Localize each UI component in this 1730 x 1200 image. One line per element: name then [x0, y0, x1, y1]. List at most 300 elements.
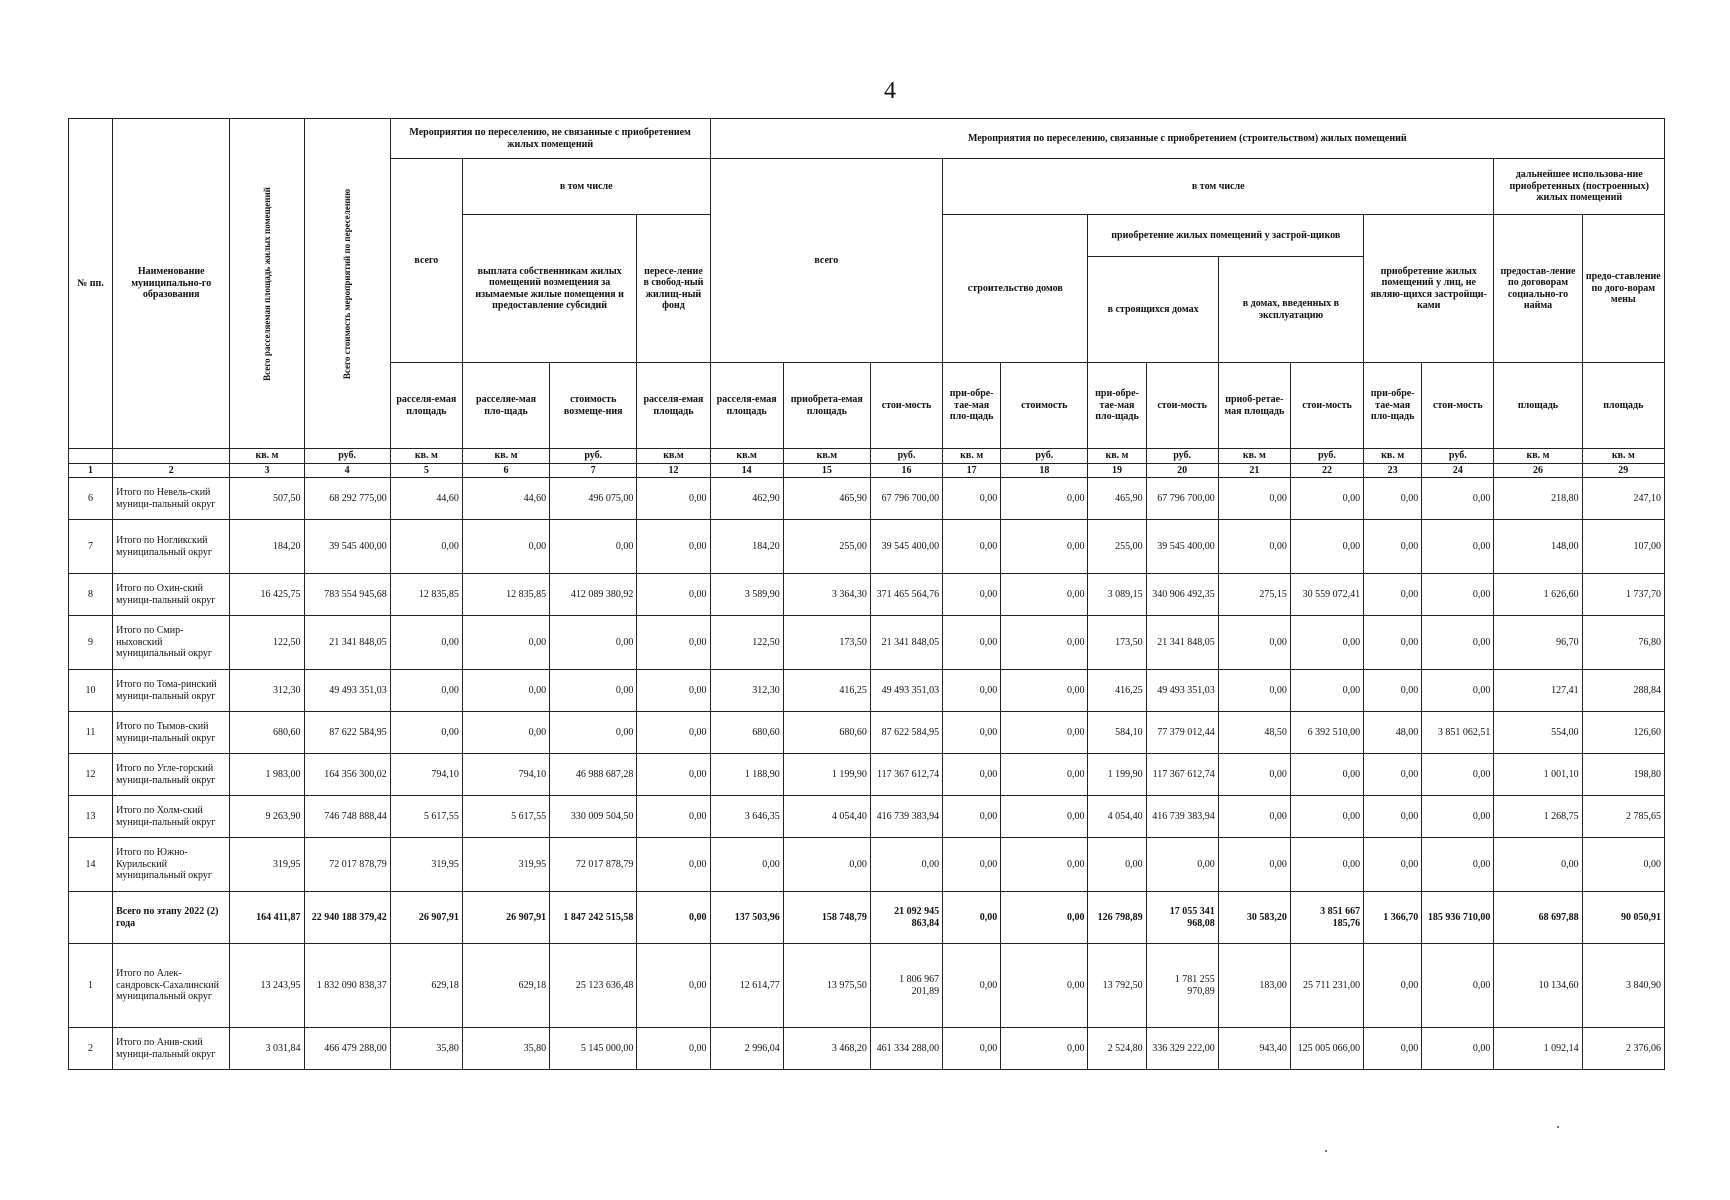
value-cell: 0,00 [1218, 838, 1290, 892]
value-cell: 25 123 636,48 [550, 944, 637, 1028]
value-cell: 16 425,75 [230, 574, 304, 616]
value-cell: 10 134,60 [1494, 944, 1582, 1028]
value-cell: 0,00 [1001, 574, 1088, 616]
value-cell: 0,00 [637, 754, 710, 796]
table-row [69, 616, 1665, 670]
municipality-name: Итого по Холм-ский муници-пальный округ [113, 796, 230, 838]
table-row [69, 520, 1665, 574]
municipality-name: Итого по Южно-Курильский муниципальный округ [113, 838, 230, 892]
value-cell: 158 748,79 [783, 892, 870, 944]
value-cell: 0,00 [550, 712, 637, 754]
value-cell: 1 366,70 [1364, 892, 1422, 944]
column-number: 12 [637, 463, 710, 478]
unit-cell: кв. м [1088, 449, 1146, 464]
row-number: 9 [69, 616, 113, 670]
column-number: 22 [1290, 463, 1363, 478]
value-cell: 67 796 700,00 [870, 478, 942, 520]
municipality-name: Итого по Тома-ринский муници-пальный округ [113, 670, 230, 712]
municipality-name: Итого по Охин-ский муници-пальный округ [113, 574, 230, 616]
value-cell: 680,60 [783, 712, 870, 754]
table-row [69, 754, 1665, 796]
value-cell: 0,00 [1364, 478, 1422, 520]
value-cell: 0,00 [637, 478, 710, 520]
value-cell: 1 001,10 [1494, 754, 1582, 796]
value-cell: 0,00 [1218, 478, 1290, 520]
row-number: 1 [69, 944, 113, 1028]
value-cell: 0,00 [943, 796, 1001, 838]
value-cell: 1 737,70 [1582, 574, 1664, 616]
value-cell: 0,00 [550, 616, 637, 670]
value-cell: 0,00 [1364, 520, 1422, 574]
page-number: 4 [884, 78, 896, 104]
header-acq-incl: в том числе [943, 159, 1494, 215]
value-cell: 198,80 [1582, 754, 1664, 796]
value-cell: 0,00 [1290, 796, 1363, 838]
value-cell: 26 907,91 [462, 892, 549, 944]
sub-cost-2: стоимость [1001, 363, 1088, 449]
value-cell: 39 545 400,00 [1146, 520, 1218, 574]
value-cell: 1 806 967 201,89 [870, 944, 942, 1028]
column-number: 16 [870, 463, 942, 478]
value-cell: 416 739 383,94 [870, 796, 942, 838]
municipality-name: Итого по Невель-ский муници-пальный округ [113, 478, 230, 520]
unit-cell: кв. м [1364, 449, 1422, 464]
value-cell: 794,10 [462, 754, 549, 796]
value-cell: 39 545 400,00 [304, 520, 390, 574]
unit-cell: кв. м [1218, 449, 1290, 464]
value-cell: 1 847 242 515,58 [550, 892, 637, 944]
value-cell: 255,00 [783, 520, 870, 574]
value-cell: 0,00 [943, 574, 1001, 616]
value-cell: 0,00 [1290, 616, 1363, 670]
value-cell: 0,00 [1290, 754, 1363, 796]
unit-cell: кв.м [783, 449, 870, 464]
value-cell: 87 622 584,95 [870, 712, 942, 754]
value-cell: 46 988 687,28 [550, 754, 637, 796]
value-cell: 554,00 [1494, 712, 1582, 754]
value-cell: 30 559 072,41 [1290, 574, 1363, 616]
row-number [69, 892, 113, 944]
value-cell: 0,00 [1582, 838, 1664, 892]
sub-acq-area-2: при-обре-тае-мая пло-щадь [1088, 363, 1146, 449]
value-cell: 0,00 [390, 712, 462, 754]
value-cell: 0,00 [1422, 616, 1494, 670]
value-cell: 0,00 [637, 944, 710, 1028]
value-cell: 255,00 [1088, 520, 1146, 574]
value-cell: 416 739 383,94 [1146, 796, 1218, 838]
unit-cell: руб. [870, 449, 942, 464]
header-not-acq: Мероприятия по переселению, не связанные с приобретением жилых помещений [390, 119, 710, 159]
value-cell: 0,00 [1364, 944, 1422, 1028]
value-cell: 21 341 848,05 [304, 616, 390, 670]
value-cell: 746 748 888,44 [304, 796, 390, 838]
value-cell: 0,00 [1001, 796, 1088, 838]
unit-cell [113, 449, 230, 464]
value-cell: 783 554 945,68 [304, 574, 390, 616]
value-cell: 184,20 [230, 520, 304, 574]
value-cell: 0,00 [1218, 520, 1290, 574]
value-cell: 0,00 [1364, 838, 1422, 892]
value-cell: 0,00 [1001, 1028, 1088, 1070]
value-cell: 68 697,88 [1494, 892, 1582, 944]
value-cell: 0,00 [1146, 838, 1218, 892]
value-cell: 412 089 380,92 [550, 574, 637, 616]
value-cell: 127,41 [1494, 670, 1582, 712]
value-cell: 117 367 612,74 [1146, 754, 1218, 796]
column-number: 23 [1364, 463, 1422, 478]
value-cell: 0,00 [637, 670, 710, 712]
value-cell: 125 005 066,00 [1290, 1028, 1363, 1070]
value-cell: 35,80 [462, 1028, 549, 1070]
value-cell: 72 017 878,79 [550, 838, 637, 892]
municipality-name: Итого по Тымов-ский муници-пальный округ [113, 712, 230, 754]
value-cell: 943,40 [1218, 1028, 1290, 1070]
row-number: 13 [69, 796, 113, 838]
value-cell: 0,00 [1001, 892, 1088, 944]
value-cell: 0,00 [1364, 754, 1422, 796]
value-cell: 794,10 [390, 754, 462, 796]
value-cell: 164 411,87 [230, 892, 304, 944]
municipality-name: Итого по Ногликский муниципальный округ [113, 520, 230, 574]
unit-cell: кв.м [710, 449, 783, 464]
value-cell: 0,00 [462, 520, 549, 574]
value-cell: 30 583,20 [1218, 892, 1290, 944]
value-cell: 680,60 [230, 712, 304, 754]
value-cell: 0,00 [1088, 838, 1146, 892]
value-cell: 0,00 [462, 670, 549, 712]
value-cell: 5 617,55 [462, 796, 549, 838]
value-cell: 0,00 [1001, 754, 1088, 796]
value-cell: 21 341 848,05 [870, 616, 942, 670]
value-cell: 0,00 [390, 520, 462, 574]
header-no: № пп. [69, 119, 113, 449]
value-cell: 0,00 [1290, 478, 1363, 520]
value-cell: 12 835,85 [462, 574, 549, 616]
sub-resettled-area-3: расселя-емая площадь [637, 363, 710, 449]
value-cell: 319,95 [230, 838, 304, 892]
table-row [69, 838, 1665, 892]
value-cell: 0,00 [1001, 838, 1088, 892]
municipality-name: Итого по Алек-сандровск-Сахалинский муниципальный округ [113, 944, 230, 1028]
sub-acq-area-1: при-обре-тае-мая пло-щадь [943, 363, 1001, 449]
value-cell: 1 781 255 970,89 [1146, 944, 1218, 1028]
value-cell: 0,00 [943, 670, 1001, 712]
value-cell: 183,00 [1218, 944, 1290, 1028]
header-acq: Мероприятия по переселению, связанные с приобретением (строительством) жилых помещений [710, 119, 1664, 159]
value-cell: 466 479 288,00 [304, 1028, 390, 1070]
value-cell: 3 840,90 [1582, 944, 1664, 1028]
value-cell: 3 851 667 185,76 [1290, 892, 1363, 944]
value-cell: 0,00 [390, 670, 462, 712]
value-cell: 1 832 090 838,37 [304, 944, 390, 1028]
value-cell: 0,00 [637, 616, 710, 670]
value-cell: 340 906 492,35 [1146, 574, 1218, 616]
value-cell: 4 054,40 [783, 796, 870, 838]
value-cell: 0,00 [637, 1028, 710, 1070]
sub-cost-1: стои-мость [870, 363, 942, 449]
municipality-name: Итого по Угле-горский муници-пальный округ [113, 754, 230, 796]
value-cell: 3 589,90 [710, 574, 783, 616]
value-cell: 0,00 [550, 670, 637, 712]
sub-area-1: площадь [1494, 363, 1582, 449]
sub-cost-4: стои-мость [1290, 363, 1363, 449]
scan-speck [1325, 1150, 1327, 1152]
column-number: 4 [304, 463, 390, 478]
value-cell: 680,60 [710, 712, 783, 754]
sub-acquired-area: приобрета-емая площадь [783, 363, 870, 449]
value-cell: 0,00 [943, 616, 1001, 670]
column-number: 7 [550, 463, 637, 478]
value-cell: 0,00 [1422, 670, 1494, 712]
unit-cell: руб. [1146, 449, 1218, 464]
value-cell: 72 017 878,79 [304, 838, 390, 892]
unit-cell: кв. м [462, 449, 549, 464]
value-cell: 0,00 [1218, 616, 1290, 670]
sub-resettled-area-2: расселяе-мая пло-щадь [462, 363, 549, 449]
value-cell: 416,25 [783, 670, 870, 712]
value-cell: 507,50 [230, 478, 304, 520]
value-cell: 0,00 [637, 892, 710, 944]
table-row [69, 796, 1665, 838]
value-cell: 496 075,00 [550, 478, 637, 520]
column-number: 26 [1494, 463, 1582, 478]
column-number: 29 [1582, 463, 1664, 478]
value-cell: 0,00 [1494, 838, 1582, 892]
unit-cell [69, 449, 113, 464]
value-cell: 0,00 [1422, 1028, 1494, 1070]
value-cell: 0,00 [1422, 520, 1494, 574]
value-cell: 312,30 [230, 670, 304, 712]
value-cell: 288,84 [1582, 670, 1664, 712]
value-cell: 0,00 [637, 574, 710, 616]
municipality-name: Итого по Анив-ский муници-пальный округ [113, 1028, 230, 1070]
row-number: 10 [69, 670, 113, 712]
unit-cell: кв. м [1494, 449, 1582, 464]
units-row [69, 449, 1665, 464]
value-cell: 39 545 400,00 [870, 520, 942, 574]
header-total-cost: Всего стоимость мероприятий по переселению [304, 119, 390, 449]
value-cell: 21 092 945 863,84 [870, 892, 942, 944]
column-number: 17 [943, 463, 1001, 478]
value-cell: 0,00 [1001, 670, 1088, 712]
column-number: 18 [1001, 463, 1088, 478]
value-cell: 117 367 612,74 [870, 754, 942, 796]
value-cell: 0,00 [943, 478, 1001, 520]
header-from-dev: приобретение жилых помещений у застрой-щиков [1088, 215, 1364, 257]
value-cell: 3 031,84 [230, 1028, 304, 1070]
column-number: 20 [1146, 463, 1218, 478]
value-cell: 0,00 [637, 520, 710, 574]
sub-resettled-area: расселя-емая площадь [390, 363, 462, 449]
value-cell: 2 376,06 [1582, 1028, 1664, 1070]
value-cell: 0,00 [637, 712, 710, 754]
value-cell: 185 936 710,00 [1422, 892, 1494, 944]
value-cell: 9 263,90 [230, 796, 304, 838]
value-cell: 0,00 [1364, 796, 1422, 838]
value-cell: 0,00 [943, 754, 1001, 796]
value-cell: 0,00 [1290, 670, 1363, 712]
value-cell: 173,50 [1088, 616, 1146, 670]
value-cell: 126,60 [1582, 712, 1664, 754]
unit-cell: кв. м [230, 449, 304, 464]
value-cell: 0,00 [1422, 478, 1494, 520]
value-cell: 49 493 351,03 [1146, 670, 1218, 712]
value-cell: 1 268,75 [1494, 796, 1582, 838]
unit-cell: руб. [304, 449, 390, 464]
row-number: 6 [69, 478, 113, 520]
header-under-constr: в строящихся домах [1088, 257, 1218, 363]
value-cell: 465,90 [1088, 478, 1146, 520]
value-cell: 2 524,80 [1088, 1028, 1146, 1070]
value-cell: 13 243,95 [230, 944, 304, 1028]
value-cell: 584,10 [1088, 712, 1146, 754]
value-cell: 0,00 [637, 838, 710, 892]
unit-cell: руб. [1290, 449, 1363, 464]
value-cell: 90 050,91 [1582, 892, 1664, 944]
value-cell: 0,00 [1422, 574, 1494, 616]
value-cell: 67 796 700,00 [1146, 478, 1218, 520]
header-in-operation: в домах, введенных в эксплуатацию [1218, 257, 1363, 363]
value-cell: 462,90 [710, 478, 783, 520]
value-cell: 184,20 [710, 520, 783, 574]
value-cell: 49 493 351,03 [870, 670, 942, 712]
value-cell: 173,50 [783, 616, 870, 670]
table-row [69, 478, 1665, 520]
value-cell: 12 835,85 [390, 574, 462, 616]
table-row [69, 1028, 1665, 1070]
value-cell: 629,18 [462, 944, 549, 1028]
value-cell: 17 055 341 968,08 [1146, 892, 1218, 944]
total-row [69, 892, 1665, 944]
municipality-name: Всего по этапу 2022 (2) года [113, 892, 230, 944]
value-cell: 0,00 [1001, 712, 1088, 754]
value-cell: 3 851 062,51 [1422, 712, 1494, 754]
value-cell: 0,00 [1218, 796, 1290, 838]
value-cell: 13 792,50 [1088, 944, 1146, 1028]
value-cell: 1 199,90 [783, 754, 870, 796]
unit-cell: руб. [1422, 449, 1494, 464]
unit-cell: кв.м [637, 449, 710, 464]
value-cell: 76,80 [1582, 616, 1664, 670]
table-row [69, 574, 1665, 616]
value-cell: 0,00 [943, 712, 1001, 754]
value-cell: 0,00 [550, 520, 637, 574]
value-cell: 0,00 [1364, 574, 1422, 616]
column-number: 19 [1088, 463, 1146, 478]
value-cell: 107,00 [1582, 520, 1664, 574]
value-cell: 0,00 [1364, 670, 1422, 712]
value-cell: 164 356 300,02 [304, 754, 390, 796]
value-cell: 1 199,90 [1088, 754, 1146, 796]
column-number: 3 [230, 463, 304, 478]
value-cell: 5 145 000,00 [550, 1028, 637, 1070]
value-cell: 0,00 [710, 838, 783, 892]
value-cell: 5 617,55 [390, 796, 462, 838]
value-cell: 0,00 [943, 838, 1001, 892]
value-cell: 25 711 231,00 [1290, 944, 1363, 1028]
value-cell: 87 622 584,95 [304, 712, 390, 754]
column-number: 6 [462, 463, 549, 478]
sub-cost-3: стои-мость [1146, 363, 1218, 449]
value-cell: 13 975,50 [783, 944, 870, 1028]
value-cell: 148,00 [1494, 520, 1582, 574]
header-name: Наименование муниципально-го образования [113, 119, 230, 449]
value-cell: 0,00 [1001, 478, 1088, 520]
value-cell: 0,00 [390, 616, 462, 670]
value-cell: 122,50 [710, 616, 783, 670]
value-cell: 3 089,15 [1088, 574, 1146, 616]
value-cell: 0,00 [1422, 944, 1494, 1028]
value-cell: 0,00 [1218, 670, 1290, 712]
value-cell: 247,10 [1582, 478, 1664, 520]
header-not-acq-incl: в том числе [462, 159, 710, 215]
header-social: предостав-ление по договорам социально-го найма [1494, 215, 1582, 363]
header-construction: строительство домов [943, 215, 1088, 363]
value-cell: 275,15 [1218, 574, 1290, 616]
value-cell: 3 646,35 [710, 796, 783, 838]
value-cell: 319,95 [462, 838, 549, 892]
value-cell: 0,00 [1290, 520, 1363, 574]
value-cell: 122,50 [230, 616, 304, 670]
value-cell: 0,00 [462, 616, 549, 670]
value-cell: 336 329 222,00 [1146, 1028, 1218, 1070]
value-cell: 0,00 [943, 1028, 1001, 1070]
value-cell: 0,00 [462, 712, 549, 754]
value-cell: 461 334 288,00 [870, 1028, 942, 1070]
header-exchange: предо-ставление по дого-ворам мены [1582, 215, 1664, 363]
table-row [69, 712, 1665, 754]
value-cell: 4 054,40 [1088, 796, 1146, 838]
value-cell: 1 188,90 [710, 754, 783, 796]
value-cell: 2 996,04 [710, 1028, 783, 1070]
value-cell: 371 465 564,76 [870, 574, 942, 616]
row-number: 14 [69, 838, 113, 892]
column-number: 2 [113, 463, 230, 478]
value-cell: 0,00 [1422, 838, 1494, 892]
column-numbers-row [69, 463, 1665, 478]
value-cell: 0,00 [1001, 944, 1088, 1028]
value-cell: 330 009 504,50 [550, 796, 637, 838]
header-total-area: Всего расселяемая площадь жилых помещений [230, 119, 304, 449]
sub-area-2: площадь [1582, 363, 1664, 449]
value-cell: 48,50 [1218, 712, 1290, 754]
sub-resettled-area-4: расселя-емая площадь [710, 363, 783, 449]
value-cell: 35,80 [390, 1028, 462, 1070]
value-cell: 6 392 510,00 [1290, 712, 1363, 754]
row-number: 7 [69, 520, 113, 574]
value-cell: 0,00 [1364, 1028, 1422, 1070]
row-number: 12 [69, 754, 113, 796]
value-cell: 0,00 [943, 520, 1001, 574]
value-cell: 22 940 188 379,42 [304, 892, 390, 944]
value-cell: 0,00 [1364, 616, 1422, 670]
value-cell: 3 364,30 [783, 574, 870, 616]
value-cell: 0,00 [870, 838, 942, 892]
value-cell: 68 292 775,00 [304, 478, 390, 520]
unit-cell: кв. м [1582, 449, 1664, 464]
column-number: 15 [783, 463, 870, 478]
value-cell: 0,00 [943, 944, 1001, 1028]
sub-cost-5: стои-мость [1422, 363, 1494, 449]
value-cell: 0,00 [1001, 520, 1088, 574]
table-row [69, 670, 1665, 712]
column-number: 24 [1422, 463, 1494, 478]
header-non-dev: приобретение жилых помещений у лиц, не являю-щихся застройщи-ками [1364, 215, 1494, 363]
value-cell: 319,95 [390, 838, 462, 892]
value-cell: 0,00 [1422, 796, 1494, 838]
value-cell: 0,00 [943, 892, 1001, 944]
header-not-acq-total: всего [390, 159, 462, 363]
